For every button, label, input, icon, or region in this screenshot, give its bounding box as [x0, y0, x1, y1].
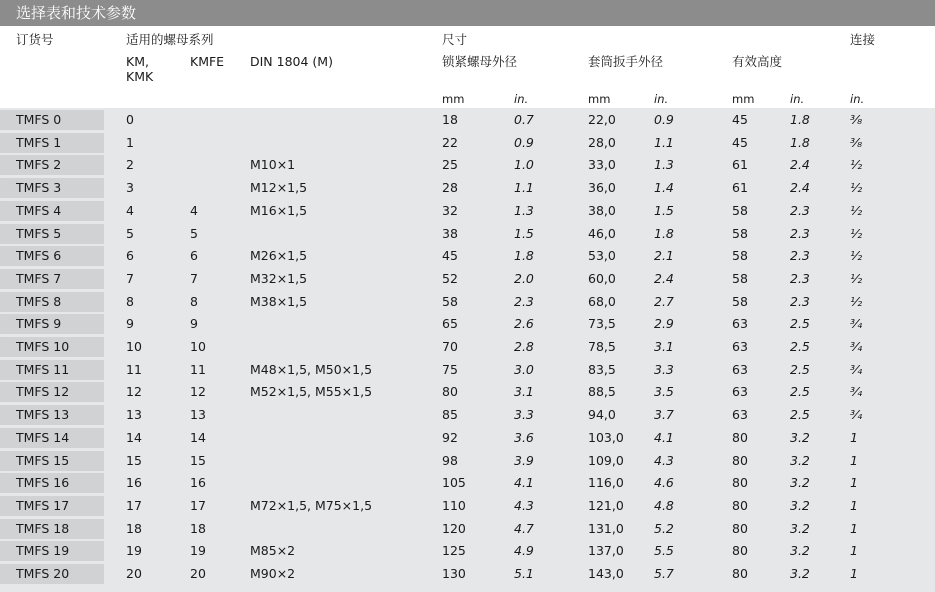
cell-nut-in: 3.1 — [514, 384, 534, 400]
cell-km: 1 — [126, 134, 134, 150]
cell-order-no: TMFS 12 — [16, 384, 70, 400]
cell-socket-mm: 60,0 — [588, 270, 616, 286]
header-km-line2: KMK — [126, 69, 154, 84]
cell-nut-mm: 22 — [442, 134, 458, 150]
cell-order-no: TMFS 6 — [16, 248, 62, 264]
cell-order-no: TMFS 7 — [16, 270, 62, 286]
cell-nut-in: 3.3 — [514, 407, 534, 423]
table-row — [0, 246, 935, 266]
cell-height-in: 3.2 — [790, 452, 810, 468]
cell-kmfe: 15 — [190, 452, 206, 468]
cell-order-no: TMFS 5 — [16, 225, 62, 241]
cell-connection: ¹⁄₂ — [850, 248, 863, 264]
cell-km: 5 — [126, 225, 134, 241]
cell-height-mm: 58 — [732, 270, 748, 286]
cell-order-no: TMFS 1 — [16, 134, 62, 150]
table-row — [0, 405, 935, 425]
header-km-line1: KM, — [126, 54, 149, 69]
cell-km: 15 — [126, 452, 142, 468]
cell-height-in: 3.2 — [790, 566, 810, 581]
cell-order-no: TMFS 9 — [16, 316, 62, 332]
unit-sock-in: in. — [654, 92, 669, 106]
title-bar — [0, 0, 935, 26]
unit-nut-mm: mm — [442, 92, 465, 106]
cell-connection: ³⁄₄ — [850, 384, 863, 400]
cell-socket-mm: 53,0 — [588, 248, 616, 264]
cell-order-no: TMFS 3 — [16, 180, 62, 196]
cell-order-no: TMFS 0 — [16, 112, 62, 127]
header-kmfe: KMFE — [190, 54, 225, 69]
cell-socket-in: 1.3 — [654, 157, 674, 173]
cell-din: M32×1,5 — [250, 270, 308, 286]
cell-nut-in: 4.7 — [514, 520, 534, 536]
cell-nut-mm: 130 — [442, 566, 466, 581]
cell-km: 16 — [126, 475, 142, 491]
cell-height-mm: 80 — [732, 566, 748, 581]
cell-km: 8 — [126, 293, 134, 309]
cell-height-in: 3.2 — [790, 520, 810, 536]
cell-height-mm: 80 — [732, 543, 748, 559]
cell-socket-mm: 33,0 — [588, 157, 616, 173]
cell-connection: 1 — [850, 566, 858, 581]
cell-nut-mm: 80 — [442, 384, 458, 400]
cell-order-no: TMFS 20 — [16, 566, 70, 581]
cell-socket-mm: 46,0 — [588, 225, 616, 241]
cell-socket-in: 0.9 — [654, 112, 674, 127]
cell-height-in: 3.2 — [790, 543, 810, 559]
table-row — [0, 133, 935, 153]
cell-socket-in: 5.7 — [654, 566, 674, 581]
table-row — [0, 519, 935, 539]
table-row — [0, 541, 935, 561]
cell-socket-mm: 131,0 — [588, 520, 624, 536]
cell-din: M12×1,5 — [250, 180, 308, 196]
unit-sock-mm: mm — [588, 92, 611, 106]
cell-nut-mm: 110 — [442, 497, 466, 513]
cell-height-mm: 80 — [732, 452, 748, 468]
table-row — [0, 224, 935, 244]
table-row — [0, 201, 935, 221]
cell-nut-in: 3.6 — [514, 429, 534, 445]
table-row — [0, 110, 935, 130]
cell-socket-mm: 137,0 — [588, 543, 624, 559]
cell-socket-mm: 88,5 — [588, 384, 616, 400]
table-row — [0, 314, 935, 334]
cell-height-in: 2.5 — [790, 316, 810, 332]
cell-connection: ¹⁄₂ — [850, 270, 863, 286]
cell-nut-in: 2.6 — [514, 316, 534, 332]
header-nut-series: 适用的螺母系列 — [126, 32, 214, 47]
cell-order-no: TMFS 10 — [16, 339, 70, 354]
cell-height-mm: 58 — [732, 293, 748, 309]
cell-nut-in: 2.8 — [514, 339, 534, 354]
cell-order-no: TMFS 16 — [16, 475, 70, 491]
cell-din: M48×1,5, M50×1,5 — [250, 361, 373, 377]
cell-socket-in: 3.1 — [654, 339, 674, 354]
cell-height-mm: 80 — [732, 475, 748, 491]
cell-kmfe: 6 — [190, 248, 198, 264]
cell-nut-mm: 45 — [442, 248, 458, 264]
cell-connection: ³⁄₄ — [850, 316, 863, 332]
cell-height-in: 2.3 — [790, 202, 810, 218]
cell-nut-mm: 85 — [442, 407, 458, 423]
cell-kmfe: 12 — [190, 384, 206, 400]
cell-nut-in: 4.1 — [514, 475, 534, 491]
cell-connection: 1 — [850, 475, 858, 491]
cell-nut-mm: 70 — [442, 339, 458, 354]
header-din: DIN 1804 (M) — [250, 54, 333, 69]
cell-height-mm: 45 — [732, 112, 748, 127]
cell-nut-in: 3.0 — [514, 361, 534, 377]
cell-order-no: TMFS 18 — [16, 520, 70, 536]
header-dimensions: 尺寸 — [442, 32, 468, 47]
cell-kmfe: 13 — [190, 407, 206, 423]
table-row — [0, 269, 935, 289]
cell-kmfe: 19 — [190, 543, 206, 559]
cell-height-in: 2.3 — [790, 248, 810, 264]
cell-connection: ¹⁄₂ — [850, 202, 863, 218]
cell-connection: ³⁄₄ — [850, 361, 863, 377]
cell-connection: ³⁄₈ — [850, 112, 863, 127]
cell-km: 7 — [126, 270, 134, 286]
cell-kmfe: 10 — [190, 339, 206, 354]
cell-height-in: 3.2 — [790, 475, 810, 491]
table-title: 选择表和技术参数 — [16, 4, 137, 22]
cell-height-in: 2.3 — [790, 293, 810, 309]
cell-km: 14 — [126, 429, 142, 445]
cell-km: 9 — [126, 316, 134, 332]
table-row — [0, 473, 935, 493]
cell-connection: ¹⁄₂ — [850, 225, 863, 241]
cell-socket-in: 3.5 — [654, 384, 674, 400]
cell-km: 17 — [126, 497, 142, 513]
cell-height-mm: 58 — [732, 248, 748, 264]
table-row — [0, 451, 935, 471]
cell-socket-mm: 68,0 — [588, 293, 616, 309]
cell-kmfe: 20 — [190, 566, 206, 581]
unit-nut-in: in. — [514, 92, 529, 106]
unit-h-mm: mm — [732, 92, 755, 106]
cell-connection: ³⁄₄ — [850, 339, 863, 354]
header-km — [126, 54, 153, 84]
cell-socket-mm: 83,5 — [588, 361, 616, 377]
cell-order-no: TMFS 19 — [16, 543, 70, 559]
cell-nut-in: 4.9 — [514, 543, 534, 559]
cell-height-in: 2.3 — [790, 270, 810, 286]
cell-height-in: 1.8 — [790, 134, 810, 150]
cell-connection: ³⁄₄ — [850, 407, 863, 423]
cell-din: M52×1,5, M55×1,5 — [250, 384, 373, 400]
cell-kmfe: 8 — [190, 293, 198, 309]
cell-nut-mm: 25 — [442, 157, 458, 173]
cell-km: 20 — [126, 566, 142, 581]
cell-socket-in: 4.6 — [654, 475, 674, 491]
cell-order-no: TMFS 8 — [16, 293, 62, 309]
cell-connection: 1 — [850, 520, 858, 536]
table-row — [0, 360, 935, 380]
cell-km: 12 — [126, 384, 142, 400]
cell-nut-mm: 52 — [442, 270, 458, 286]
cell-socket-in: 3.7 — [654, 407, 674, 423]
cell-socket-mm: 22,0 — [588, 112, 616, 127]
cell-socket-mm: 28,0 — [588, 134, 616, 150]
table-row — [0, 178, 935, 198]
cell-connection: 1 — [850, 452, 858, 468]
cell-socket-mm: 143,0 — [588, 566, 624, 581]
table-row — [0, 292, 935, 312]
unit-h-in: in. — [790, 92, 805, 106]
header-connection: 连接 — [850, 32, 876, 47]
cell-socket-mm: 103,0 — [588, 429, 624, 445]
cell-socket-in: 2.9 — [654, 316, 674, 332]
cell-nut-mm: 125 — [442, 543, 466, 559]
cell-km: 0 — [126, 112, 134, 127]
cell-nut-mm: 105 — [442, 475, 466, 491]
cell-kmfe: 5 — [190, 225, 198, 241]
cell-socket-in: 1.4 — [654, 180, 674, 196]
cell-socket-in: 1.8 — [654, 225, 674, 241]
cell-height-mm: 61 — [732, 157, 748, 173]
cell-kmfe: 4 — [190, 202, 198, 218]
cell-nut-in: 4.3 — [514, 497, 534, 513]
cell-din: M10×1 — [250, 157, 296, 173]
cell-height-mm: 61 — [732, 180, 748, 196]
cell-height-in: 2.4 — [790, 180, 810, 196]
cell-order-no: TMFS 2 — [16, 157, 62, 173]
cell-height-in: 2.3 — [790, 225, 810, 241]
cell-kmfe: 7 — [190, 270, 198, 286]
cell-kmfe: 17 — [190, 497, 206, 513]
cell-kmfe: 14 — [190, 429, 206, 445]
table-row — [0, 428, 935, 448]
cell-nut-in: 1.3 — [514, 202, 534, 218]
cell-height-in: 2.4 — [790, 157, 810, 173]
cell-din: M26×1,5 — [250, 248, 308, 264]
cell-kmfe: 9 — [190, 316, 198, 332]
cell-kmfe: 11 — [190, 361, 206, 377]
cell-connection: 1 — [850, 429, 858, 445]
cell-height-mm: 63 — [732, 339, 748, 354]
cell-socket-in: 1.5 — [654, 202, 674, 218]
cell-height-mm: 45 — [732, 134, 748, 150]
cell-km: 13 — [126, 407, 142, 423]
cell-nut-in: 3.9 — [514, 452, 534, 468]
header-height: 有效高度 — [732, 54, 783, 69]
cell-order-no: TMFS 17 — [16, 497, 70, 513]
cell-din: M72×1,5, M75×1,5 — [250, 497, 373, 513]
cell-height-in: 2.5 — [790, 361, 810, 377]
cell-height-in: 2.5 — [790, 339, 810, 354]
cell-nut-mm: 75 — [442, 361, 458, 377]
cell-height-in: 3.2 — [790, 497, 810, 513]
cell-height-mm: 63 — [732, 384, 748, 400]
cell-height-in: 1.8 — [790, 112, 810, 127]
table-row — [0, 496, 935, 516]
cell-din: M90×2 — [250, 566, 296, 581]
cell-din: M85×2 — [250, 543, 296, 559]
cell-nut-mm: 38 — [442, 225, 458, 241]
cell-socket-mm: 78,5 — [588, 339, 616, 354]
cell-socket-in: 2.7 — [654, 293, 674, 309]
cell-order-no: TMFS 4 — [16, 202, 62, 218]
cell-connection: ¹⁄₂ — [850, 293, 863, 309]
cell-socket-mm: 109,0 — [588, 452, 624, 468]
table-row — [0, 155, 935, 175]
cell-nut-mm: 120 — [442, 520, 466, 536]
cell-km: 10 — [126, 339, 142, 354]
header-order-no: 订货号 — [16, 32, 54, 47]
cell-nut-in: 1.1 — [514, 180, 534, 196]
cell-din: M16×1,5 — [250, 202, 308, 218]
cell-km: 6 — [126, 248, 134, 264]
cell-din: M38×1,5 — [250, 293, 308, 309]
cell-km: 2 — [126, 157, 134, 173]
cell-socket-mm: 121,0 — [588, 497, 624, 513]
cell-socket-mm: 116,0 — [588, 475, 624, 491]
cell-nut-in: 5.1 — [514, 566, 534, 581]
cell-height-mm: 63 — [732, 407, 748, 423]
cell-height-in: 2.5 — [790, 384, 810, 400]
cell-socket-in: 3.3 — [654, 361, 674, 377]
cell-socket-in: 5.5 — [654, 543, 674, 559]
cell-socket-in: 1.1 — [654, 134, 674, 150]
cell-height-mm: 80 — [732, 497, 748, 513]
cell-kmfe: 16 — [190, 475, 206, 491]
cell-height-mm: 58 — [732, 202, 748, 218]
cell-connection: ³⁄₈ — [850, 134, 863, 150]
unit-conn-in: in. — [850, 92, 865, 106]
cell-nut-mm: 32 — [442, 202, 458, 218]
cell-nut-mm: 58 — [442, 293, 458, 309]
cell-nut-mm: 18 — [442, 112, 458, 127]
cell-socket-in: 4.1 — [654, 429, 674, 445]
cell-socket-mm: 38,0 — [588, 202, 616, 218]
cell-nut-in: 1.8 — [514, 248, 534, 264]
cell-socket-in: 4.3 — [654, 452, 674, 468]
cell-order-no: TMFS 14 — [16, 429, 70, 445]
cell-nut-mm: 92 — [442, 429, 458, 445]
cell-nut-in: 0.9 — [514, 134, 534, 150]
header-socket-od: 套筒扳手外径 — [588, 54, 664, 69]
cell-connection: 1 — [850, 497, 858, 513]
table-row — [0, 564, 935, 584]
cell-kmfe: 18 — [190, 520, 206, 536]
cell-km: 4 — [126, 202, 134, 218]
cell-nut-in: 2.3 — [514, 293, 534, 309]
cell-height-mm: 58 — [732, 225, 748, 241]
cell-order-no: TMFS 13 — [16, 407, 70, 423]
cell-socket-mm: 73,5 — [588, 316, 616, 332]
cell-nut-in: 1.0 — [514, 157, 534, 173]
cell-km: 18 — [126, 520, 142, 536]
cell-nut-mm: 28 — [442, 180, 458, 196]
cell-height-mm: 63 — [732, 316, 748, 332]
cell-height-mm: 80 — [732, 520, 748, 536]
table-row — [0, 382, 935, 402]
cell-socket-mm: 36,0 — [588, 180, 616, 196]
cell-km: 3 — [126, 180, 134, 196]
cell-height-in: 2.5 — [790, 407, 810, 423]
table-row — [0, 337, 935, 357]
cell-nut-mm: 98 — [442, 452, 458, 468]
cell-nut-in: 0.7 — [514, 112, 534, 127]
cell-connection: ¹⁄₂ — [850, 180, 863, 196]
cell-height-mm: 80 — [732, 429, 748, 445]
cell-order-no: TMFS 15 — [16, 452, 70, 468]
cell-socket-in: 2.1 — [654, 248, 674, 264]
cell-height-in: 3.2 — [790, 429, 810, 445]
cell-nut-in: 1.5 — [514, 225, 534, 241]
cell-connection: ¹⁄₂ — [850, 157, 863, 173]
cell-nut-in: 2.0 — [514, 270, 534, 286]
cell-height-mm: 63 — [732, 361, 748, 377]
cell-order-no: TMFS 11 — [16, 361, 70, 377]
header-nut-od: 锁紧螺母外径 — [442, 54, 518, 69]
cell-connection: 1 — [850, 543, 858, 559]
cell-km: 11 — [126, 361, 142, 377]
cell-socket-in: 4.8 — [654, 497, 674, 513]
cell-km: 19 — [126, 543, 142, 559]
cell-socket-in: 2.4 — [654, 270, 674, 286]
cell-socket-mm: 94,0 — [588, 407, 616, 423]
cell-nut-mm: 65 — [442, 316, 458, 332]
cell-socket-in: 5.2 — [654, 520, 674, 536]
